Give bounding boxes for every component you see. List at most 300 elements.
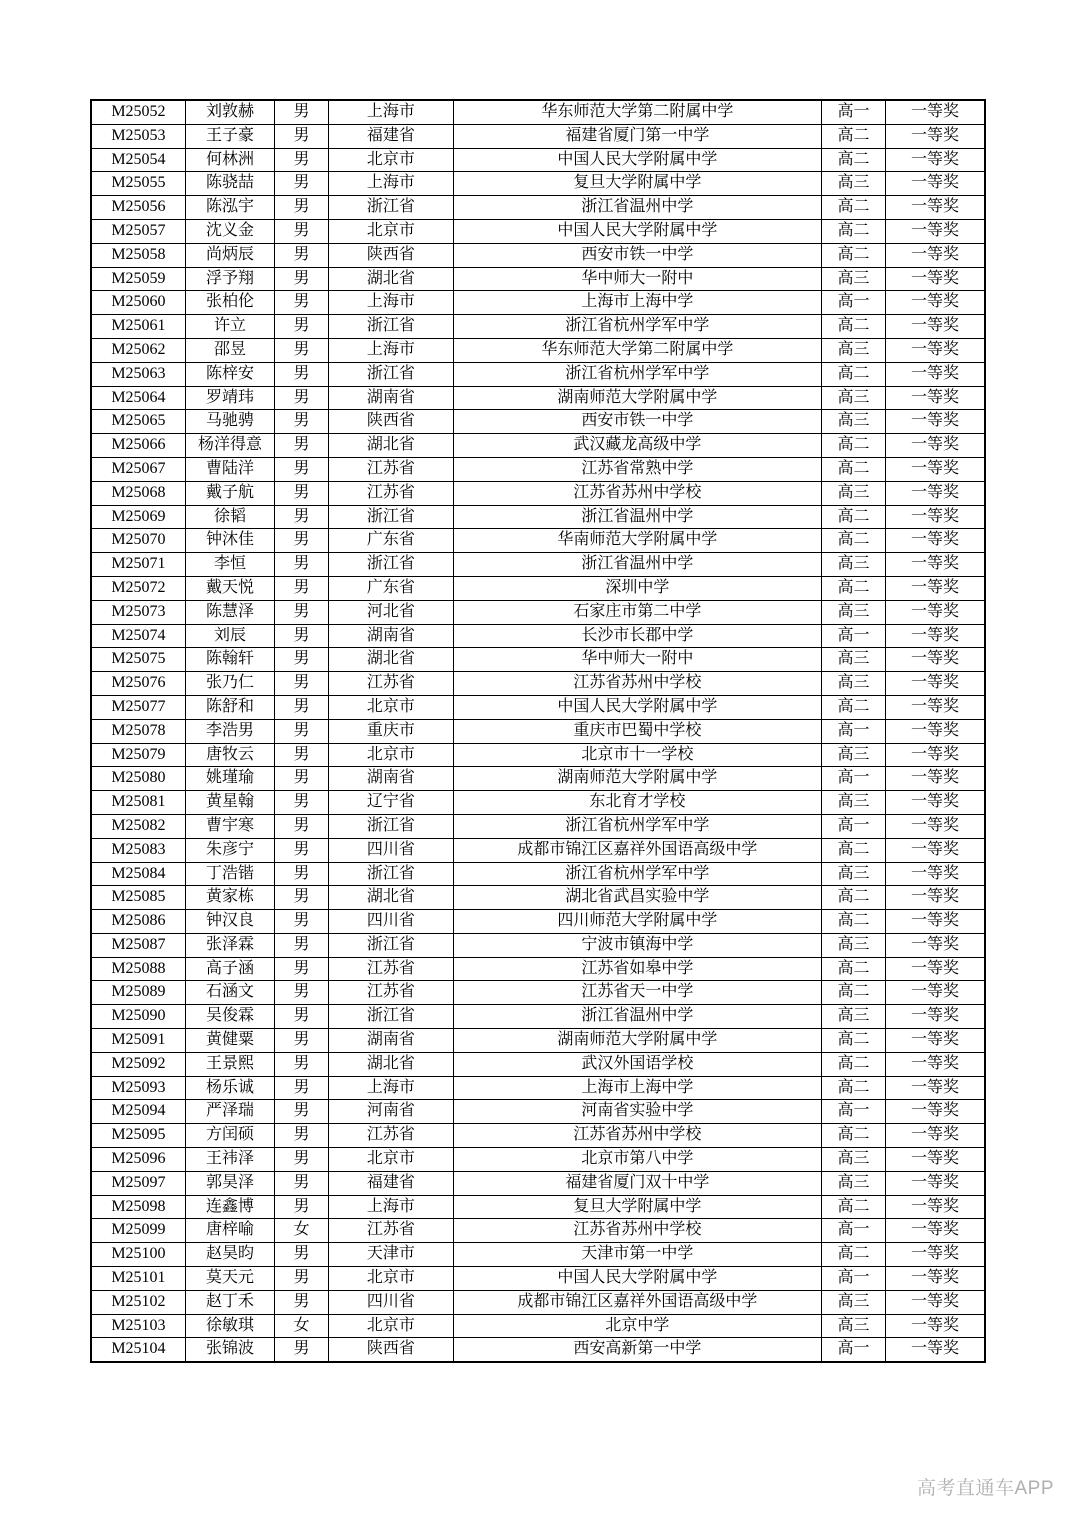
- gender-cell: 女: [275, 1219, 329, 1243]
- id-cell: M25078: [91, 719, 185, 743]
- school-cell: 湖南师范大学附属中学: [453, 1029, 821, 1053]
- grade-cell: 高二: [822, 910, 886, 934]
- id-cell: M25094: [91, 1100, 185, 1124]
- school-cell: 浙江省杭州学军中学: [453, 362, 821, 386]
- awards-table-body: [91, 100, 985, 1362]
- grade-cell: 高一: [822, 719, 886, 743]
- gender-cell: 男: [275, 243, 329, 267]
- grade-cell: 高三: [822, 933, 886, 957]
- name-cell: 陈翰轩: [185, 648, 274, 672]
- id-cell: M25079: [91, 743, 185, 767]
- table-row: [91, 838, 985, 862]
- id-cell: M25077: [91, 695, 185, 719]
- table-row: [91, 1052, 985, 1076]
- grade-cell: 高三: [822, 267, 886, 291]
- school-cell: 上海市上海中学: [453, 1076, 821, 1100]
- grade-cell: 高一: [822, 814, 886, 838]
- province-cell: 江苏省: [328, 957, 453, 981]
- gender-cell: 男: [275, 981, 329, 1005]
- gender-cell: 男: [275, 434, 329, 458]
- name-cell: 李恒: [185, 553, 274, 577]
- school-cell: 华中师大一附中: [453, 648, 821, 672]
- gender-cell: 男: [275, 196, 329, 220]
- province-cell: 浙江省: [328, 505, 453, 529]
- table-row: [91, 1219, 985, 1243]
- id-cell: M25104: [91, 1338, 185, 1362]
- grade-cell: 高三: [822, 791, 886, 815]
- name-cell: 何林洲: [185, 148, 274, 172]
- table-row: [91, 291, 985, 315]
- school-cell: 上海市上海中学: [453, 291, 821, 315]
- gender-cell: 男: [275, 886, 329, 910]
- gender-cell: 男: [275, 933, 329, 957]
- award-cell: 一等奖: [886, 814, 985, 838]
- grade-cell: 高三: [822, 1171, 886, 1195]
- gender-cell: 男: [275, 1100, 329, 1124]
- province-cell: 广东省: [328, 576, 453, 600]
- grade-cell: 高二: [822, 1243, 886, 1267]
- grade-cell: 高三: [822, 172, 886, 196]
- table-row: [91, 648, 985, 672]
- table-row: [91, 553, 985, 577]
- grade-cell: 高二: [822, 529, 886, 553]
- award-cell: 一等奖: [886, 981, 985, 1005]
- school-cell: 江苏省苏州中学校: [453, 672, 821, 696]
- award-cell: 一等奖: [886, 1290, 985, 1314]
- award-cell: 一等奖: [886, 1029, 985, 1053]
- province-cell: 湖南省: [328, 767, 453, 791]
- id-cell: M25073: [91, 600, 185, 624]
- grade-cell: 高一: [822, 1338, 886, 1362]
- grade-cell: 高三: [822, 862, 886, 886]
- name-cell: 陈泓宇: [185, 196, 274, 220]
- province-cell: 湖北省: [328, 267, 453, 291]
- id-cell: M25067: [91, 457, 185, 481]
- gender-cell: 男: [275, 100, 329, 124]
- grade-cell: 高二: [822, 196, 886, 220]
- province-cell: 四川省: [328, 838, 453, 862]
- school-cell: 北京中学: [453, 1314, 821, 1338]
- school-cell: 北京市第八中学: [453, 1148, 821, 1172]
- gender-cell: 男: [275, 172, 329, 196]
- table-row: [91, 1314, 985, 1338]
- award-cell: 一等奖: [886, 1338, 985, 1362]
- watermark-text: 高考直通车APP: [916, 1478, 1054, 1499]
- school-cell: 江苏省苏州中学校: [453, 1219, 821, 1243]
- grade-cell: 高二: [822, 243, 886, 267]
- grade-cell: 高三: [822, 481, 886, 505]
- award-cell: 一等奖: [886, 1171, 985, 1195]
- name-cell: 赵丁禾: [185, 1290, 274, 1314]
- name-cell: 刘敦赫: [185, 100, 274, 124]
- province-cell: 上海市: [328, 100, 453, 124]
- school-cell: 江苏省天一中学: [453, 981, 821, 1005]
- name-cell: 戴天悦: [185, 576, 274, 600]
- grade-cell: 高三: [822, 600, 886, 624]
- school-cell: 深圳中学: [453, 576, 821, 600]
- grade-cell: 高一: [822, 291, 886, 315]
- id-cell: M25089: [91, 981, 185, 1005]
- table-row: [91, 1124, 985, 1148]
- table-row: [91, 219, 985, 243]
- province-cell: 浙江省: [328, 315, 453, 339]
- id-cell: M25088: [91, 957, 185, 981]
- gender-cell: 男: [275, 767, 329, 791]
- school-cell: 武汉外国语学校: [453, 1052, 821, 1076]
- table-row: [91, 505, 985, 529]
- grade-cell: 高二: [822, 148, 886, 172]
- name-cell: 黄健粟: [185, 1029, 274, 1053]
- name-cell: 黄家栋: [185, 886, 274, 910]
- id-cell: M25081: [91, 791, 185, 815]
- name-cell: 罗靖玮: [185, 386, 274, 410]
- grade-cell: 高二: [822, 457, 886, 481]
- table-row: [91, 600, 985, 624]
- grade-cell: 高三: [822, 1005, 886, 1029]
- school-cell: 浙江省温州中学: [453, 196, 821, 220]
- gender-cell: 男: [275, 600, 329, 624]
- gender-cell: 男: [275, 791, 329, 815]
- school-cell: 华南师范大学附属中学: [453, 529, 821, 553]
- table-row: [91, 1148, 985, 1172]
- school-cell: 武汉藏龙高级中学: [453, 434, 821, 458]
- name-cell: 尚炳辰: [185, 243, 274, 267]
- id-cell: M25075: [91, 648, 185, 672]
- school-cell: 湖南师范大学附属中学: [453, 386, 821, 410]
- province-cell: 天津市: [328, 1243, 453, 1267]
- name-cell: 方闰硕: [185, 1124, 274, 1148]
- award-cell: 一等奖: [886, 743, 985, 767]
- award-cell: 一等奖: [886, 100, 985, 124]
- province-cell: 北京市: [328, 1267, 453, 1291]
- province-cell: 福建省: [328, 1171, 453, 1195]
- grade-cell: 高二: [822, 434, 886, 458]
- province-cell: 北京市: [328, 743, 453, 767]
- id-cell: M25099: [91, 1219, 185, 1243]
- grade-cell: 高二: [822, 886, 886, 910]
- name-cell: 曹宇寒: [185, 814, 274, 838]
- gender-cell: 男: [275, 624, 329, 648]
- name-cell: 李浩男: [185, 719, 274, 743]
- province-cell: 河南省: [328, 1100, 453, 1124]
- province-cell: 江苏省: [328, 457, 453, 481]
- name-cell: 姚瑾瑜: [185, 767, 274, 791]
- name-cell: 赵昊昀: [185, 1243, 274, 1267]
- award-cell: 一等奖: [886, 1100, 985, 1124]
- gender-cell: 男: [275, 1124, 329, 1148]
- province-cell: 北京市: [328, 1314, 453, 1338]
- id-cell: M25056: [91, 196, 185, 220]
- school-cell: 浙江省杭州学军中学: [453, 862, 821, 886]
- grade-cell: 高三: [822, 1290, 886, 1314]
- province-cell: 江苏省: [328, 1124, 453, 1148]
- province-cell: 湖北省: [328, 1052, 453, 1076]
- awards-table: [90, 99, 986, 1363]
- award-cell: 一等奖: [886, 434, 985, 458]
- grade-cell: 高二: [822, 1052, 886, 1076]
- school-cell: 浙江省温州中学: [453, 1005, 821, 1029]
- school-cell: 中国人民大学附属中学: [453, 148, 821, 172]
- grade-cell: 高二: [822, 1124, 886, 1148]
- name-cell: 刘辰: [185, 624, 274, 648]
- award-cell: 一等奖: [886, 1314, 985, 1338]
- school-cell: 西安高新第一中学: [453, 1338, 821, 1362]
- id-cell: M25082: [91, 814, 185, 838]
- id-cell: M25093: [91, 1076, 185, 1100]
- gender-cell: 男: [275, 386, 329, 410]
- name-cell: 丁浩锴: [185, 862, 274, 886]
- grade-cell: 高二: [822, 124, 886, 148]
- grade-cell: 高三: [822, 553, 886, 577]
- id-cell: M25071: [91, 553, 185, 577]
- name-cell: 吴俊霖: [185, 1005, 274, 1029]
- table-row: [91, 1290, 985, 1314]
- award-cell: 一等奖: [886, 481, 985, 505]
- table-row: [91, 196, 985, 220]
- school-cell: 重庆市巴蜀中学校: [453, 719, 821, 743]
- award-cell: 一等奖: [886, 886, 985, 910]
- id-cell: M25098: [91, 1195, 185, 1219]
- name-cell: 钟汉良: [185, 910, 274, 934]
- gender-cell: 男: [275, 1195, 329, 1219]
- province-cell: 四川省: [328, 1290, 453, 1314]
- id-cell: M25095: [91, 1124, 185, 1148]
- id-cell: M25101: [91, 1267, 185, 1291]
- award-cell: 一等奖: [886, 457, 985, 481]
- school-cell: 中国人民大学附属中学: [453, 219, 821, 243]
- name-cell: 朱彦宁: [185, 838, 274, 862]
- province-cell: 北京市: [328, 148, 453, 172]
- id-cell: M25096: [91, 1148, 185, 1172]
- gender-cell: 男: [275, 362, 329, 386]
- award-cell: 一等奖: [886, 148, 985, 172]
- gender-cell: 男: [275, 481, 329, 505]
- id-cell: M25063: [91, 362, 185, 386]
- school-cell: 江苏省苏州中学校: [453, 481, 821, 505]
- province-cell: 北京市: [328, 695, 453, 719]
- name-cell: 王祎泽: [185, 1148, 274, 1172]
- gender-cell: 男: [275, 672, 329, 696]
- school-cell: 福建省厦门第一中学: [453, 124, 821, 148]
- id-cell: M25053: [91, 124, 185, 148]
- gender-cell: 男: [275, 1005, 329, 1029]
- gender-cell: 男: [275, 862, 329, 886]
- province-cell: 浙江省: [328, 862, 453, 886]
- name-cell: 钟沐佳: [185, 529, 274, 553]
- award-cell: 一等奖: [886, 862, 985, 886]
- school-cell: 福建省厦门双十中学: [453, 1171, 821, 1195]
- name-cell: 陈梓安: [185, 362, 274, 386]
- gender-cell: 男: [275, 553, 329, 577]
- award-cell: 一等奖: [886, 362, 985, 386]
- grade-cell: 高一: [822, 100, 886, 124]
- award-cell: 一等奖: [886, 315, 985, 339]
- school-cell: 浙江省杭州学军中学: [453, 315, 821, 339]
- province-cell: 上海市: [328, 1195, 453, 1219]
- id-cell: M25074: [91, 624, 185, 648]
- province-cell: 北京市: [328, 219, 453, 243]
- name-cell: 杨乐诚: [185, 1076, 274, 1100]
- table-row: [91, 1005, 985, 1029]
- province-cell: 浙江省: [328, 933, 453, 957]
- name-cell: 唐牧云: [185, 743, 274, 767]
- table-row: [91, 981, 985, 1005]
- school-cell: 江苏省苏州中学校: [453, 1124, 821, 1148]
- id-cell: M25084: [91, 862, 185, 886]
- province-cell: 上海市: [328, 172, 453, 196]
- name-cell: 戴子航: [185, 481, 274, 505]
- id-cell: M25061: [91, 315, 185, 339]
- award-cell: 一等奖: [886, 267, 985, 291]
- id-cell: M25054: [91, 148, 185, 172]
- gender-cell: 男: [275, 219, 329, 243]
- gender-cell: 男: [275, 1052, 329, 1076]
- province-cell: 陕西省: [328, 243, 453, 267]
- table-row: [91, 124, 985, 148]
- award-cell: 一等奖: [886, 172, 985, 196]
- province-cell: 湖南省: [328, 386, 453, 410]
- award-cell: 一等奖: [886, 695, 985, 719]
- id-cell: M25065: [91, 410, 185, 434]
- province-cell: 浙江省: [328, 362, 453, 386]
- name-cell: 连鑫博: [185, 1195, 274, 1219]
- grade-cell: 高二: [822, 957, 886, 981]
- award-cell: 一等奖: [886, 553, 985, 577]
- award-cell: 一等奖: [886, 1243, 985, 1267]
- name-cell: 徐敏琪: [185, 1314, 274, 1338]
- award-cell: 一等奖: [886, 767, 985, 791]
- province-cell: 陕西省: [328, 1338, 453, 1362]
- province-cell: 湖北省: [328, 648, 453, 672]
- table-row: [91, 1338, 985, 1362]
- school-cell: 长沙市长郡中学: [453, 624, 821, 648]
- award-cell: 一等奖: [886, 1219, 985, 1243]
- table-row: [91, 910, 985, 934]
- award-cell: 一等奖: [886, 791, 985, 815]
- table-row: [91, 791, 985, 815]
- grade-cell: 高二: [822, 219, 886, 243]
- province-cell: 上海市: [328, 291, 453, 315]
- province-cell: 上海市: [328, 338, 453, 362]
- id-cell: M25068: [91, 481, 185, 505]
- id-cell: M25090: [91, 1005, 185, 1029]
- id-cell: M25103: [91, 1314, 185, 1338]
- school-cell: 浙江省杭州学军中学: [453, 814, 821, 838]
- award-cell: 一等奖: [886, 1052, 985, 1076]
- gender-cell: 男: [275, 410, 329, 434]
- name-cell: 王景熙: [185, 1052, 274, 1076]
- name-cell: 马驰骋: [185, 410, 274, 434]
- province-cell: 江苏省: [328, 481, 453, 505]
- table-row: [91, 1029, 985, 1053]
- award-cell: 一等奖: [886, 1148, 985, 1172]
- province-cell: 河北省: [328, 600, 453, 624]
- id-cell: M25064: [91, 386, 185, 410]
- table-row: [91, 576, 985, 600]
- id-cell: M25057: [91, 219, 185, 243]
- award-cell: 一等奖: [886, 1005, 985, 1029]
- gender-cell: 男: [275, 291, 329, 315]
- grade-cell: 高一: [822, 767, 886, 791]
- gender-cell: 男: [275, 910, 329, 934]
- table-row: [91, 886, 985, 910]
- name-cell: 王子豪: [185, 124, 274, 148]
- award-cell: 一等奖: [886, 838, 985, 862]
- grade-cell: 高三: [822, 338, 886, 362]
- school-cell: 成都市锦江区嘉祥外国语高级中学: [453, 1290, 821, 1314]
- award-cell: 一等奖: [886, 386, 985, 410]
- id-cell: M25092: [91, 1052, 185, 1076]
- table-row: [91, 386, 985, 410]
- grade-cell: 高三: [822, 1148, 886, 1172]
- id-cell: M25076: [91, 672, 185, 696]
- name-cell: 张泽霖: [185, 933, 274, 957]
- school-cell: 复旦大学附属中学: [453, 172, 821, 196]
- gender-cell: 男: [275, 695, 329, 719]
- gender-cell: 男: [275, 743, 329, 767]
- province-cell: 湖南省: [328, 1029, 453, 1053]
- gender-cell: 男: [275, 1076, 329, 1100]
- name-cell: 高子涵: [185, 957, 274, 981]
- table-row: [91, 624, 985, 648]
- province-cell: 重庆市: [328, 719, 453, 743]
- table-row: [91, 362, 985, 386]
- table-row: [91, 767, 985, 791]
- id-cell: M25083: [91, 838, 185, 862]
- grade-cell: 高一: [822, 1267, 886, 1291]
- province-cell: 浙江省: [328, 1005, 453, 1029]
- grade-cell: 高二: [822, 362, 886, 386]
- province-cell: 江苏省: [328, 1219, 453, 1243]
- gender-cell: 男: [275, 315, 329, 339]
- grade-cell: 高二: [822, 981, 886, 1005]
- table-row: [91, 672, 985, 696]
- table-row: [91, 719, 985, 743]
- gender-cell: 女: [275, 1314, 329, 1338]
- table-row: [91, 933, 985, 957]
- school-cell: 西安市铁一中学: [453, 243, 821, 267]
- province-cell: 四川省: [328, 910, 453, 934]
- grade-cell: 高二: [822, 1029, 886, 1053]
- gender-cell: 男: [275, 648, 329, 672]
- award-cell: 一等奖: [886, 1124, 985, 1148]
- province-cell: 湖北省: [328, 434, 453, 458]
- id-cell: M25062: [91, 338, 185, 362]
- name-cell: 石涵文: [185, 981, 274, 1005]
- province-cell: 江苏省: [328, 672, 453, 696]
- school-cell: 河南省实验中学: [453, 1100, 821, 1124]
- name-cell: 张锦波: [185, 1338, 274, 1362]
- name-cell: 莫天元: [185, 1267, 274, 1291]
- gender-cell: 男: [275, 814, 329, 838]
- award-cell: 一等奖: [886, 338, 985, 362]
- name-cell: 张乃仁: [185, 672, 274, 696]
- gender-cell: 男: [275, 957, 329, 981]
- award-cell: 一等奖: [886, 1267, 985, 1291]
- award-cell: 一等奖: [886, 1195, 985, 1219]
- name-cell: 陈慧泽: [185, 600, 274, 624]
- table-row: [91, 743, 985, 767]
- province-cell: 北京市: [328, 1148, 453, 1172]
- school-cell: 东北育才学校: [453, 791, 821, 815]
- name-cell: 许立: [185, 315, 274, 339]
- province-cell: 浙江省: [328, 196, 453, 220]
- name-cell: 沈义金: [185, 219, 274, 243]
- gender-cell: 男: [275, 1267, 329, 1291]
- id-cell: M25066: [91, 434, 185, 458]
- grade-cell: 高二: [822, 695, 886, 719]
- table-row: [91, 1195, 985, 1219]
